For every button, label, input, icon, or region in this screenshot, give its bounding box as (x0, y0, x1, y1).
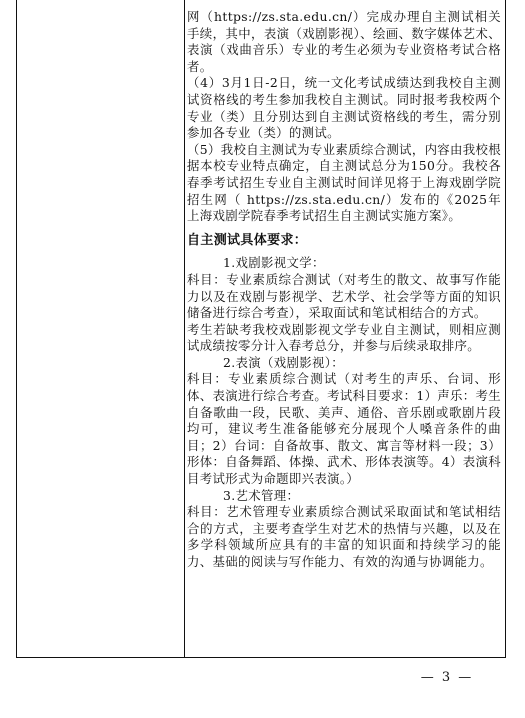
subject-body-drama-literature: 科目：专业素质综合测试（对考生的散文、故事写作能力以及在戏剧与影视学、艺术学、社会学等方面的知识储备进行综合考查），采取面试和笔试相结合的方式。 (187, 271, 501, 321)
subject-body-acting: 科目：专业素质综合测试（对考生的声乐、台词、形体、表演进行综合考查。考试科目要求：1）声乐：考生自备歌曲一段，民歌、美声、通俗、音乐剧或歌剧片段均可，建议考生准备能够充分展现个人嗓音条件的曲目；2）台词：自备故事、散文、寓言等材料一段；3）形体：自备舞蹈、体操、武术、形体表演等。4）表演科目考试形式为命题即兴表演。） (187, 371, 502, 487)
subject-body-arts-management: 科目：艺术管理专业素质综合测试采取面试和笔试相结合的方式，主要考查学生对艺术的热情与兴趣，以及在多学科领域所应具有的丰富的知识面和持续学习的能力、基础的阅读与写作能力、有效的沟通与协调能力。 (187, 504, 501, 569)
paragraph-item-5: （5）我校自主测试为专业素质综合测试，内容由我校根据本校专业特点确定，自主测试总分为150分。我校各春季考试招生专业自主测试时间详见将于上海戏剧学院招生网（ https://zs.sta.edu.cn/）发布的《2025年上海戏剧学院春季考试招生自主测试实施方案》。 (187, 141, 502, 224)
requirements-cell (187, 9, 501, 571)
subject-heading-arts-management: 3.艺术管理： (223, 487, 300, 503)
paragraph-item-4: （4）3月1日-2日，统一文化考试成绩达到我校自主测试资格线的考生参加我校自主测试。同时报考我校两个专业（类）且分别达到自主测试资格线的考生，需分别参加各专业（类）的测试。 (187, 75, 501, 141)
paragraph-registration: 网（https://zs.sta.edu.cn/）完成办理自主测试相关手续，其中，表演（戏剧影视）、绘画、数字媒体艺术、表演（戏曲音乐）专业的考生必须为专业资格考试合格者。 (187, 9, 501, 74)
page-number: — 3 — (420, 670, 474, 685)
subject-note-drama-literature: 考生若缺考我校戏剧影视文学专业自主测试，则相应测试成绩按零分计入春考总分，并参与后续录取排序。 (187, 321, 501, 354)
column-divider (184, 0, 185, 657)
subject-heading-acting: 2.表演（戏剧影视）： (223, 354, 344, 370)
section-title: 自主测试具体要求： (187, 232, 308, 248)
subject-heading-drama-literature: 1.戏剧影视文学： (223, 255, 325, 271)
